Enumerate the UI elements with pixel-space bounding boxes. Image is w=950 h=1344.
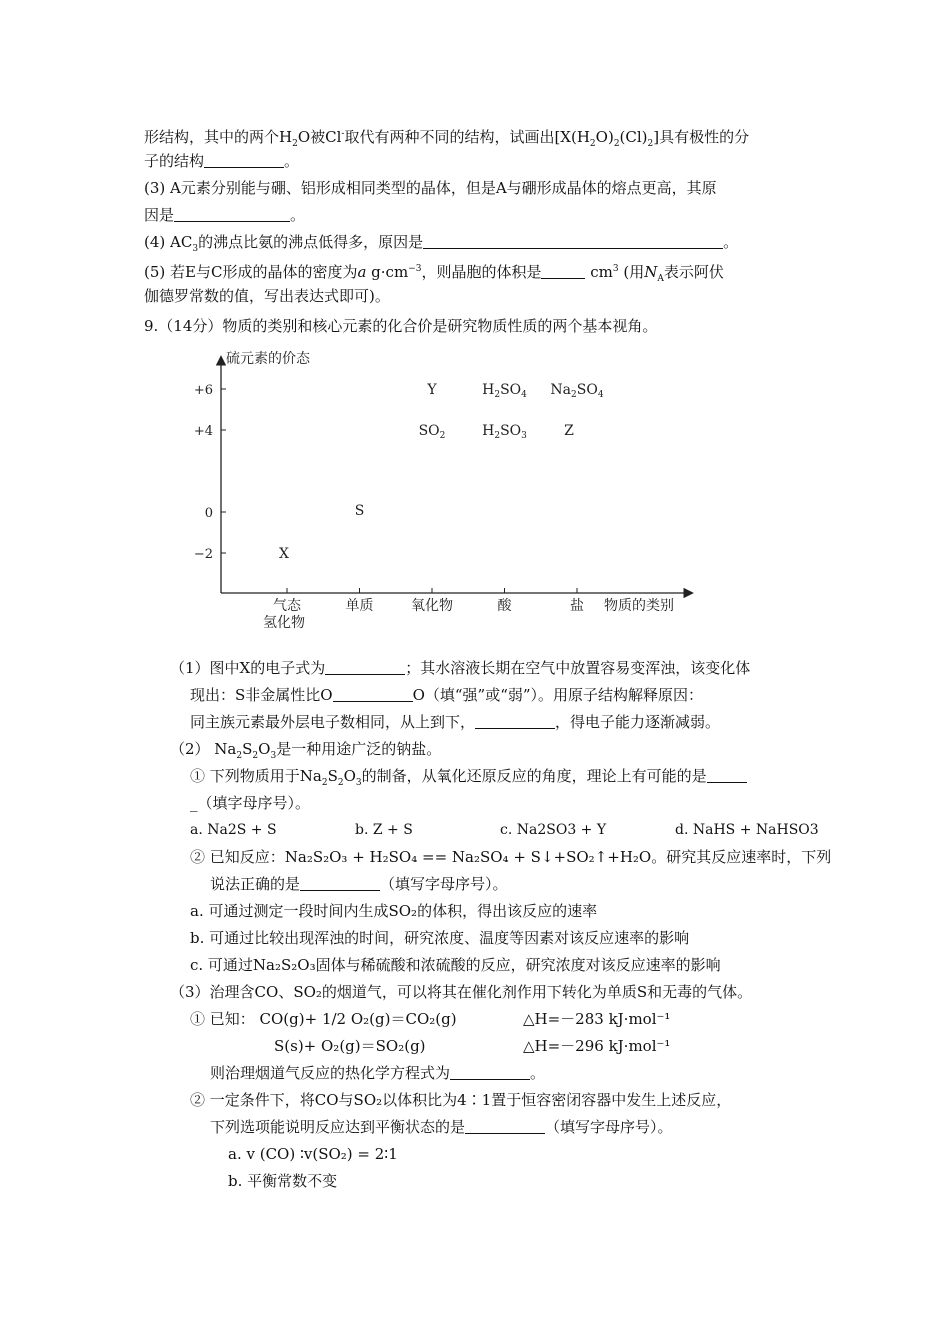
q9-1-line-1: （1）图中X的电子式为 ；其水溶液长期在空气中放置容易变浑浊，该变化体 <box>170 659 751 677</box>
q9-3-eq-2: S(s)+ O₂(g)＝SO₂(g) △H=－296 kJ·mol⁻¹ <box>274 1037 671 1055</box>
y-tick-label: −2 <box>193 547 213 562</box>
answer-blank[interactable] <box>450 1064 530 1080</box>
y-tick-label: 0 <box>204 506 213 521</box>
q9-3-2-option-a: a. v (CO) ∶v(SO₂) = 2∶1 <box>228 1145 398 1163</box>
data-point-label: Y <box>427 382 437 398</box>
q8-sub3-line-1: (3) A元素分别能与硼、铝形成相同类型的晶体，但是A与硼形成晶体的熔点更高，其原 <box>144 179 717 197</box>
q8-line-1: 形结构，其中的两个$H_2O$被Cl-取代有两种不同的结构，试画出$[X(H_2O)_2(Cl)_2]$具有极性的分 <box>144 128 750 149</box>
x-tick-label-line2: 氢化物 <box>263 615 305 631</box>
data-point-label: $SO_2$ <box>418 423 446 441</box>
answer-blank[interactable] <box>333 686 413 702</box>
answer-blank[interactable] <box>465 1118 545 1134</box>
q9-2-1-line-1: ① 下列物质用于$Na_2S_2O_3$的制备，从氧化还原反应的角度，理论上有可能的是 <box>190 766 747 793</box>
q9-3-2-option-b: b. 平衡常数不变 <box>228 1172 338 1190</box>
q9-2-2-option-a: a. 可通过测定一段时间内生成SO₂的体积，得出该反应的速率 <box>190 902 598 920</box>
answer-blank[interactable] <box>325 659 405 675</box>
answer-blank[interactable] <box>475 713 555 729</box>
option-b[interactable]: b. Z + S <box>355 822 413 838</box>
x-tick-label: 盐 <box>570 598 584 614</box>
x-tick-label: 氧化物 <box>411 598 453 614</box>
option-a[interactable]: a. Na2S + S <box>190 822 277 838</box>
q8-sub5-line-1: (5) 若E与C形成的晶体的密度为a $g\cdot cm^{-3}$，则晶胞的体积是 $cm^3$ (用$N_A$表示阿伏 <box>144 263 724 284</box>
data-point-label: S <box>354 503 365 519</box>
answer-blank[interactable] <box>300 875 380 891</box>
answer-blank[interactable] <box>423 233 723 249</box>
q9-3-2-line-1: ② 一定条件下，将CO与SO₂以体积比为4∶1置于恒容密闭容器中发生上述反应， <box>190 1091 732 1109</box>
y-axis-label: 硫元素的价态 <box>226 351 310 367</box>
answer-blank[interactable] <box>204 152 284 168</box>
q9-2-title: （2） $Na_2S_2O_3$是一种用途广泛的钠盐。 <box>170 740 442 761</box>
answer-blank[interactable] <box>541 263 585 279</box>
data-point-label: $H_2SO_4$ <box>482 382 527 400</box>
q9-2-2-option-b: b. 可通过比较出现浑浊的时间，研究浓度、温度等因素对该反应速率的影响 <box>190 929 690 947</box>
x-tick-label: 气态 <box>273 598 301 614</box>
q9-2-2-line-1: ② 已知反应：Na₂S₂O₃ + H₂SO₄ == Na₂SO₄ + S↓+SO₂↑+H₂O。研究其反应速率时，下列 <box>190 848 832 866</box>
data-point-label: Z <box>564 423 574 439</box>
q9-3-eq-1: ① 已知： CO(g)+ 1/2 O₂(g)＝CO₂(g) △H=－283 kJ·mol⁻¹ <box>190 1010 671 1028</box>
valence-chart <box>190 345 710 635</box>
answer-blank[interactable] <box>174 206 290 222</box>
q8-line-2: 子的结构 。 <box>144 152 300 170</box>
data-point-label: $H_2SO_3$ <box>482 423 527 441</box>
q8-sub5-line-2: 伽德罗常数的值，写出表达式即可)。 <box>144 287 390 305</box>
q9-title: 9.（14分）物质的类别和核心元素的化合价是研究物质性质的两个基本视角。 <box>144 317 658 335</box>
q8-sub3-line-2: 因是 。 <box>144 206 306 224</box>
q8-sub4: (4) $AC_3$的沸点比氨的沸点低得多，原因是 。 <box>144 233 739 254</box>
q9-3-title: （3）治理含CO、SO₂的烟道气，可以将其在催化剂作用下转化为单质S和无毒的气体。 <box>170 983 753 1001</box>
x-axis-label: 物质的类别 <box>604 598 674 614</box>
q9-3-2-line-2: 下列选项能说明反应达到平衡状态的是 （填写字母序号）。 <box>210 1118 673 1136</box>
data-point-label: $Na_2SO_4$ <box>550 382 604 400</box>
option-d[interactable]: d. NaHS + NaHSO3 <box>675 822 819 838</box>
q9-2-2-line-2: 说法正确的是 （填写字母序号）。 <box>210 875 508 893</box>
y-tick-label: +6 <box>193 383 213 398</box>
data-point-label: X <box>279 546 289 562</box>
x-tick-label: 酸 <box>497 598 512 614</box>
option-c[interactable]: c. Na2SO3 + Y <box>500 822 607 838</box>
answer-blank[interactable] <box>707 767 747 783</box>
x-tick-label: 单质 <box>345 598 374 614</box>
q9-1-line-2: 现出：S非金属性比O O（填“强”或“弱”）。用原子结构解释原因： <box>190 686 704 704</box>
y-tick-label: +4 <box>193 424 213 439</box>
q9-2-2-option-c: c. 可通过Na₂S₂O₃固体与稀硫酸和浓硫酸的反应，研究浓度对该反应速率的影响 <box>190 956 721 974</box>
q9-2-1-line-2: _（填字母序号）。 <box>190 794 311 812</box>
q9-1-line-3: 同主族元素最外层电子数相同，从上到下， ，得电子能力逐渐减弱。 <box>190 713 721 731</box>
q9-3-1-ask: 则治理烟道气反应的热化学方程式为 。 <box>210 1064 546 1082</box>
